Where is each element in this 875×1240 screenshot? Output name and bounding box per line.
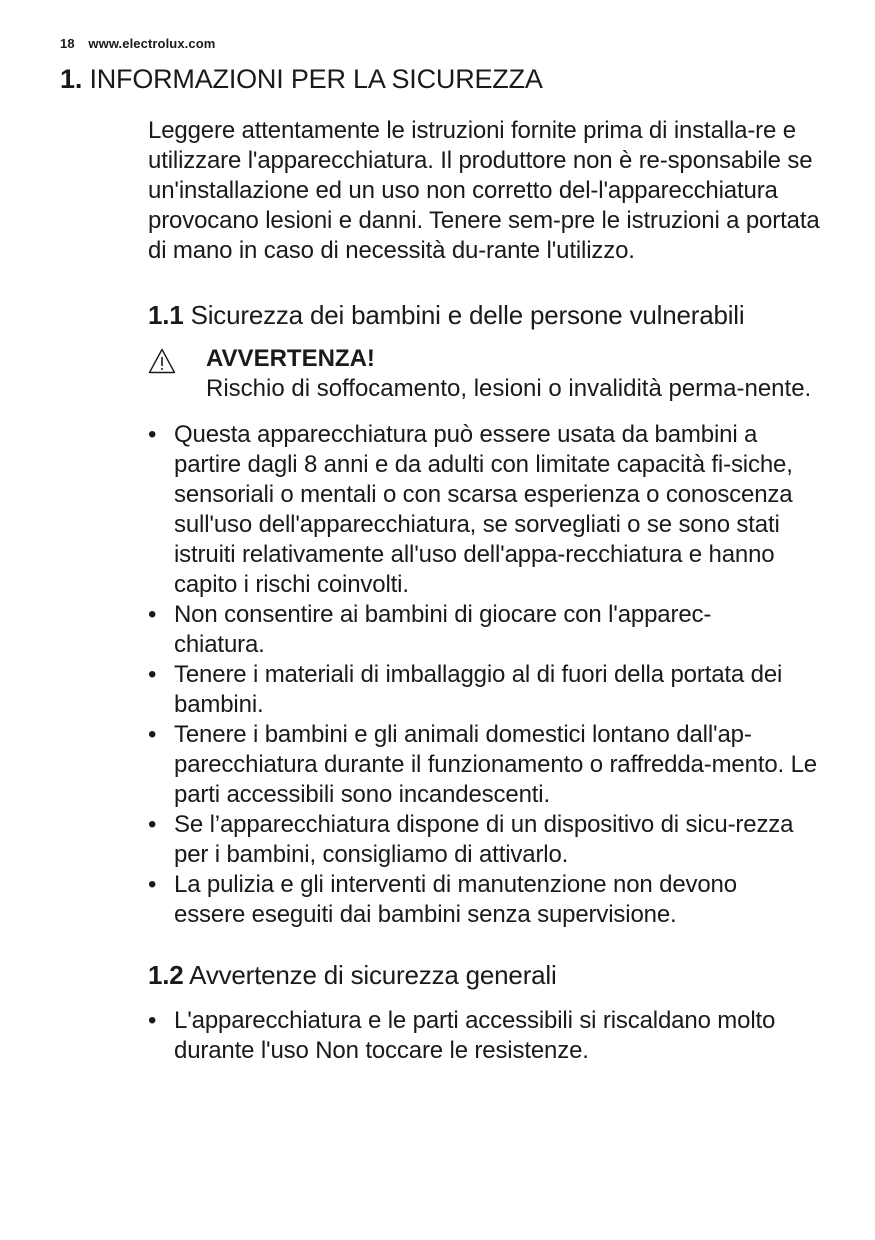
bullet-icon: • [148,721,157,748]
list-item [148,720,828,810]
section-heading-general-safety [148,958,828,992]
section-title: Sicurezza dei bambini e delle persone vulnerabili [190,300,745,330]
list-item-text: La pulizia e gli interventi di manutenzione non devono essere eseguiti dai bambini senza supervisione. [174,871,737,928]
main-heading [60,64,543,95]
section-title: Avvertenze di sicurezza generali [189,960,557,990]
list-item-text: Tenere i bambini e gli animali domestici lontano dall'ap-parecchiatura durante il funzionamento o raffredda-mento. Le parti accessibili sono incandescenti. [174,721,817,808]
main-heading-number: 1. [60,64,83,94]
content [148,116,828,1066]
section-number: 1.1 [148,300,184,330]
list-item-text: Questa apparecchiatura può essere usata da bambini a partire dagli 8 anni e da adulti con limitate capacità fi-siche, sensoriali o mentali o con scarsa esperienza o conoscenza sull'uso dell'apparecchiatura, se sorvegliati o se sono stati istruiti relativamente all'uso dell'appa-recchiatura e hanno capito i rischi coinvolti. [174,421,793,598]
warning-box [148,344,828,404]
bullet-icon: • [148,661,157,688]
warning-title: AVVERTENZA! [206,345,375,372]
bullet-icon: • [148,871,157,898]
list-item-text: Tenere i materiali di imballaggio al di fuori della portata dei bambini. [174,661,783,718]
intro-paragraph: Leggere attentamente le istruzioni fornite prima di installa-re e utilizzare l'apparecchiatura. Il produttore non è re-sponsabile se un'installazione ed un uso non corretto del-l'apparecchiatura provocano lesioni e danni. Tenere sem-pre le istruzioni a portata di mano in caso di necessità du-rante l'utilizzo. [148,117,820,264]
page-header [60,36,215,51]
list-item [148,420,828,600]
list-item [148,810,828,870]
bullet-icon: • [148,811,157,838]
general-safety-list [148,1006,828,1066]
main-heading-title: INFORMAZIONI PER LA SICUREZZA [89,64,543,94]
page-number: 18 [60,36,75,51]
section-number: 1.2 [148,960,184,990]
list-item [148,870,828,930]
warning-text: Rischio di soffocamento, lesioni o invalidità perma-nente. [206,375,812,402]
list-item-text: Non consentire ai bambini di giocare con l'apparec-chiatura. [174,601,712,658]
list-item [148,1006,828,1066]
bullet-icon: • [148,421,157,448]
bullet-icon: • [148,601,157,628]
section-heading-child-safety [148,298,828,332]
website-link[interactable]: www.electrolux.com [88,36,216,51]
bullet-icon: • [148,1007,157,1034]
list-item [148,600,828,660]
list-item-text: L'apparecchiatura e le parti accessibili si riscaldano molto durante l'uso Non toccare le resistenze. [174,1007,776,1064]
list-item-text: Se l’apparecchiatura dispone di un dispositivo di sicu-rezza per i bambini, consigliamo di attivarlo. [174,811,794,868]
child-safety-list [148,420,828,930]
list-item [148,660,828,720]
warning-triangle-icon [148,348,176,374]
